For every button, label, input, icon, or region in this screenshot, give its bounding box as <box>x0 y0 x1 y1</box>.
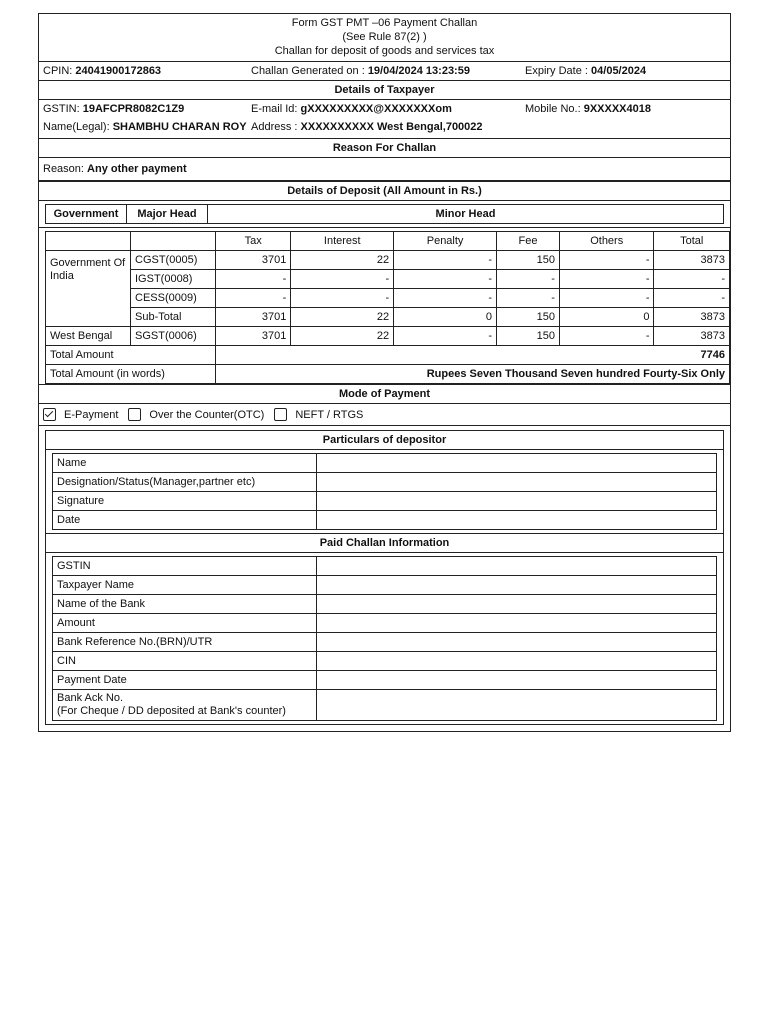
table-row: Sub-Total 3701 22 0 150 0 3873 <box>46 308 730 327</box>
col-tax: Tax <box>216 232 291 251</box>
depositor-title: Particulars of depositor <box>46 431 723 450</box>
taxpayer-mobile: Mobile No.: 9XXXXX4018 <box>525 103 651 115</box>
table-row: Date <box>53 511 717 530</box>
row-head: CESS(0009) <box>131 289 216 308</box>
table-row: Payment Date <box>53 671 717 690</box>
challan-title-block <box>39 14 730 62</box>
bank-ack-label: Bank Ack No. (For Cheque / DD deposited at Bank's counter) <box>53 690 317 721</box>
checkbox-empty-icon[interactable] <box>128 408 141 421</box>
head-table <box>45 204 724 224</box>
taxpayer-name: Name(Legal): SHAMBHU CHARAN ROY <box>43 121 247 133</box>
payment-challan <box>38 13 731 732</box>
epayment-checkbox[interactable]: E-Payment <box>43 408 118 421</box>
table-row: Name of the Bank <box>53 595 717 614</box>
table-row: Bank Reference No.(BRN)/UTR <box>53 633 717 652</box>
row-head: Sub-Total <box>131 308 216 327</box>
row-head: SGST(0006) <box>131 327 216 346</box>
table-row: Amount <box>53 614 717 633</box>
taxpayer-email: E-mail Id: gXXXXXXXXX@XXXXXXXom <box>251 103 452 115</box>
total-words-label: Total Amount (in words) <box>46 365 216 384</box>
deposit-section <box>39 182 730 385</box>
head-minor: Minor Head <box>208 205 724 224</box>
challan-meta-row <box>39 62 730 81</box>
col-fee: Fee <box>497 232 560 251</box>
depositor-section <box>39 430 730 725</box>
table-row: CIN <box>53 652 717 671</box>
gov-india-label: Government Of India <box>46 251 131 327</box>
table-row: CESS(0009) - - - - - - <box>46 289 730 308</box>
checkbox-empty-icon[interactable] <box>274 408 287 421</box>
expiry-date: Expiry Date : 04/05/2024 <box>525 65 647 77</box>
table-row: Designation/Status(Manager,partner etc) <box>53 473 717 492</box>
cpin: CPIN: 24041900172863 <box>43 65 162 77</box>
table-row: Government Of India CGST(0005) 3701 22 - 150 - 3873 <box>46 251 730 270</box>
table-row <box>53 690 717 721</box>
deposit-section-title: Details of Deposit (All Amount in Rs.) <box>39 182 730 201</box>
reason-row: Reason: Any other payment <box>39 158 730 182</box>
row-head: CGST(0005) <box>131 251 216 270</box>
reason-value: Any other payment <box>87 163 187 175</box>
col-interest: Interest <box>291 232 394 251</box>
head-major: Major Head <box>127 205 208 224</box>
rule-reference: (See Rule 87(2) ) <box>342 31 427 43</box>
col-total: Total <box>654 232 730 251</box>
neft-rtgs-checkbox[interactable]: NEFT / RTGS <box>274 408 363 421</box>
col-penalty: Penalty <box>394 232 497 251</box>
total-words-row <box>46 365 730 384</box>
depositor-date-field <box>317 511 717 530</box>
amount-header-row <box>46 232 730 251</box>
table-row: Name <box>53 454 717 473</box>
col-others: Others <box>559 232 654 251</box>
paid-info-table <box>52 556 717 721</box>
amount-table <box>45 231 730 384</box>
total-label: Total Amount <box>46 346 216 365</box>
table-row: Taxpayer Name <box>53 576 717 595</box>
row-head: IGST(0008) <box>131 270 216 289</box>
table-row: GSTIN <box>53 557 717 576</box>
state-label: West Bengal <box>46 327 131 346</box>
depositor-box <box>45 430 724 725</box>
table-row: IGST(0008) - - - - - - <box>46 270 730 289</box>
depositor-name-field <box>317 454 717 473</box>
table-row: Signature <box>53 492 717 511</box>
depositor-designation-field <box>317 473 717 492</box>
form-title: Form GST PMT –06 Payment Challan <box>291 17 478 29</box>
depositor-signature-field <box>317 492 717 511</box>
total-amount: 7746 <box>216 346 730 365</box>
reason-section-title: Reason For Challan <box>39 139 730 158</box>
table-row: West Bengal SGST(0006) 3701 22 - 150 - 3873 <box>46 327 730 346</box>
otc-checkbox[interactable]: Over the Counter(OTC) <box>128 408 264 421</box>
total-amount-words: Rupees Seven Thousand Seven hundred Fourty-Six Only <box>216 365 730 384</box>
total-row <box>46 346 730 365</box>
depositor-table <box>52 453 717 530</box>
challan-subtitle: Challan for deposit of goods and services tax <box>274 45 495 57</box>
payment-mode-title: Mode of Payment <box>39 385 730 404</box>
paid-info-title: Paid Challan Information <box>46 533 723 553</box>
taxpayer-details <box>39 100 730 139</box>
taxpayer-address: Address : XXXXXXXXXX West Bengal,700022 <box>251 121 483 133</box>
taxpayer-gstin: GSTIN: 19AFCPR8082C1Z9 <box>43 103 185 115</box>
taxpayer-section-title: Details of Taxpayer <box>39 81 730 100</box>
checkbox-checked-icon[interactable] <box>43 408 56 421</box>
head-government: Government <box>46 205 127 224</box>
payment-mode-options <box>39 404 730 426</box>
generated-on: Challan Generated on : 19/04/2024 13:23:59 <box>251 65 470 77</box>
